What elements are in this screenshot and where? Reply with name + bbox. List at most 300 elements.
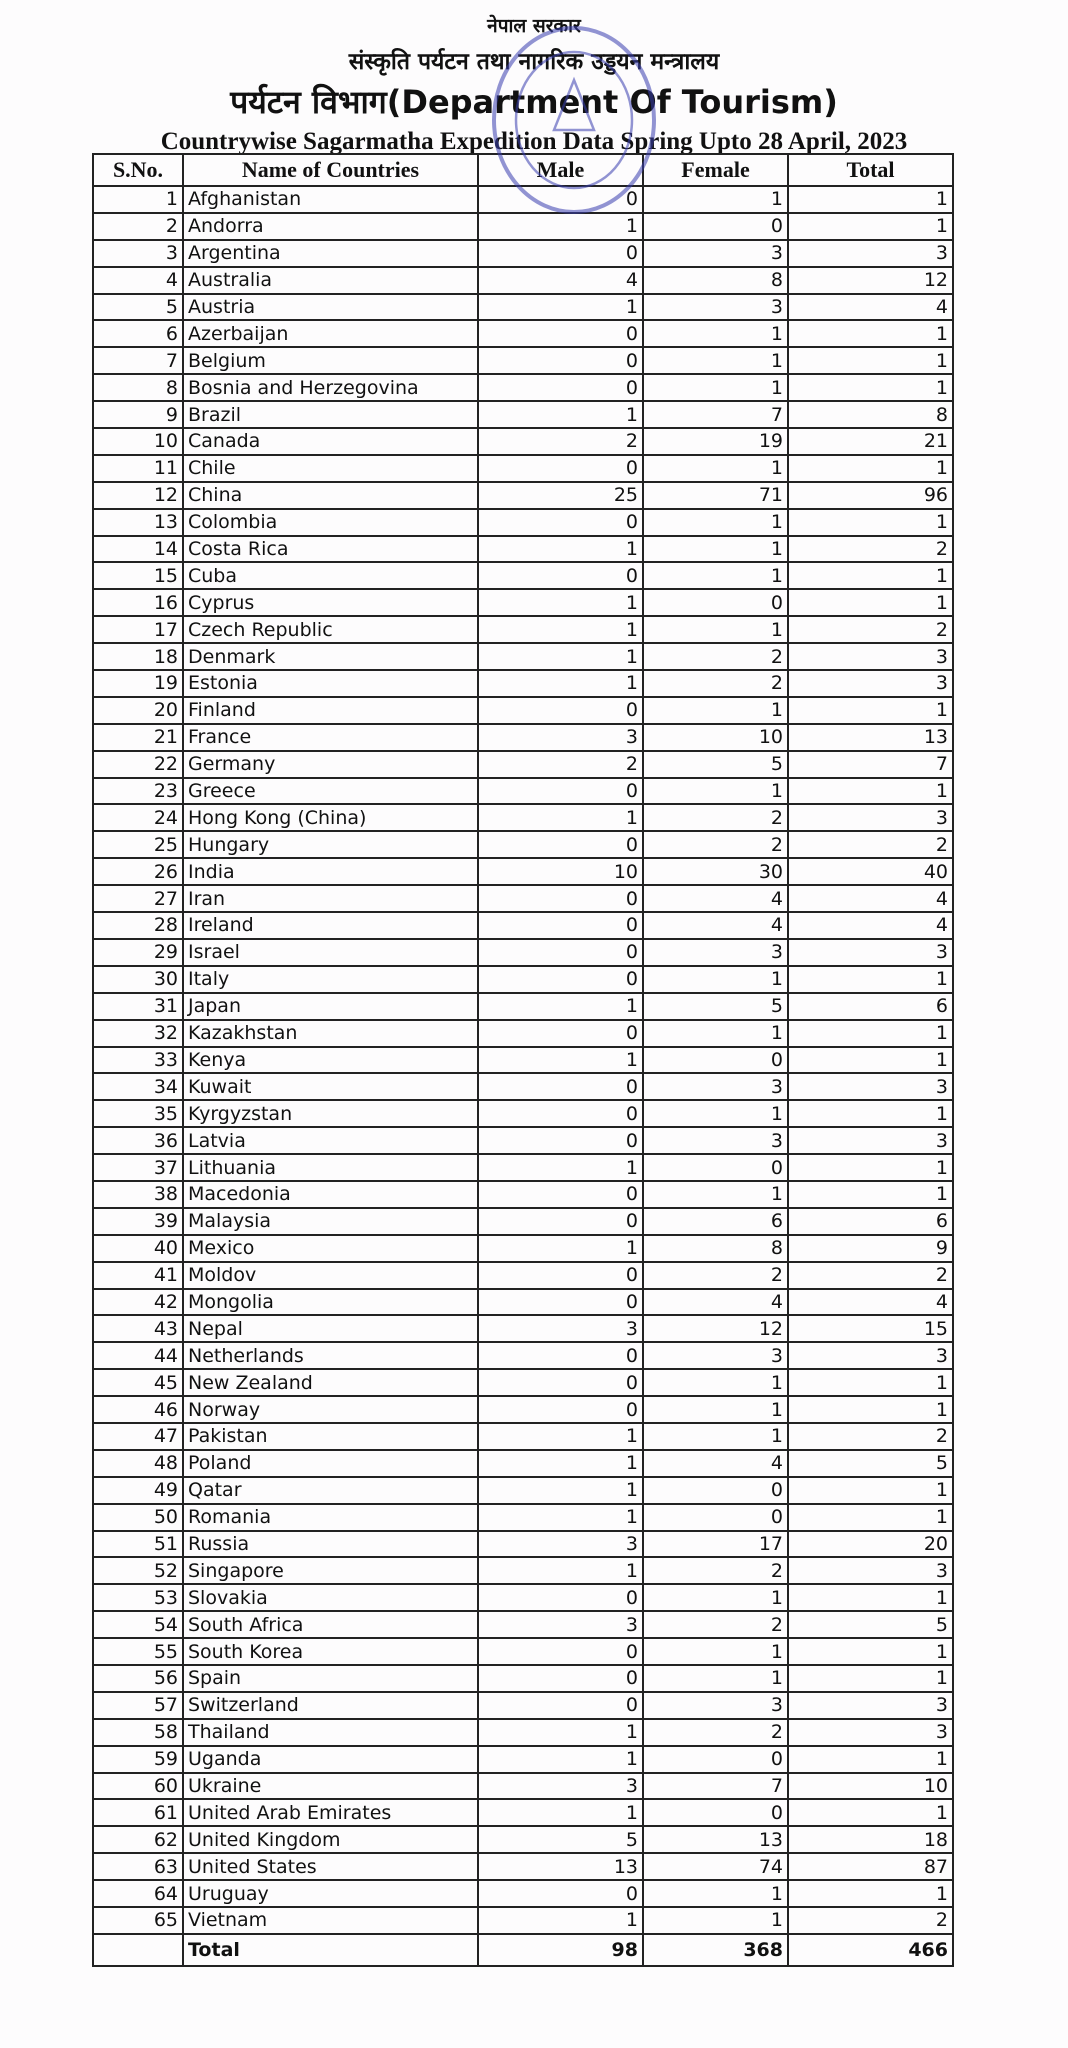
- row-female: 6: [643, 1208, 788, 1235]
- row-sno: 11: [93, 455, 183, 482]
- table-row: [93, 1746, 953, 1773]
- row-country: Pakistan: [183, 1423, 478, 1450]
- row-sno: 54: [93, 1611, 183, 1638]
- row-country: Iran: [183, 885, 478, 912]
- seal-inner-ring: [516, 52, 632, 188]
- row-country: Denmark: [183, 643, 478, 670]
- row-sno: 39: [93, 1208, 183, 1235]
- row-total: 1: [788, 1477, 953, 1504]
- row-sno: 20: [93, 697, 183, 724]
- row-female: 3: [643, 240, 788, 267]
- row-female: 5: [643, 993, 788, 1020]
- row-total: 1: [788, 1396, 953, 1423]
- row-sno: 3: [93, 240, 183, 267]
- table-row: [93, 778, 953, 805]
- row-sno: 57: [93, 1692, 183, 1719]
- row-male: 0: [478, 1289, 643, 1316]
- row-country: Poland: [183, 1450, 478, 1477]
- table-row: [93, 1773, 953, 1800]
- row-male: 0: [478, 1880, 643, 1907]
- row-male: 2: [478, 428, 643, 455]
- table-row: [93, 1504, 953, 1531]
- table-row: [93, 536, 953, 563]
- row-total: 1: [788, 966, 953, 993]
- row-female: 1: [643, 1638, 788, 1665]
- table-row: [93, 1477, 953, 1504]
- table-row: [93, 562, 953, 589]
- row-sno: 33: [93, 1047, 183, 1074]
- row-female: 0: [643, 1047, 788, 1074]
- row-total: 3: [788, 804, 953, 831]
- row-sno: 19: [93, 670, 183, 697]
- row-male: 0: [478, 1020, 643, 1047]
- table-row: [93, 885, 953, 912]
- row-country: Bosnia and Herzegovina: [183, 374, 478, 401]
- row-country: Romania: [183, 1504, 478, 1531]
- table-row: [93, 1235, 953, 1262]
- row-sno: 61: [93, 1799, 183, 1826]
- row-total: 5: [788, 1611, 953, 1638]
- row-country: Nepal: [183, 1315, 478, 1342]
- table-row: [93, 1531, 953, 1558]
- row-sno: 15: [93, 562, 183, 589]
- row-female: 1: [643, 778, 788, 805]
- row-female: 7: [643, 401, 788, 428]
- row-female: 1: [643, 1181, 788, 1208]
- row-male: 0: [478, 1665, 643, 1692]
- row-male: 0: [478, 778, 643, 805]
- row-country: Vietnam: [183, 1907, 478, 1934]
- row-total: 20: [788, 1531, 953, 1558]
- row-sno: 10: [93, 428, 183, 455]
- table-row: [93, 993, 953, 1020]
- row-country: Andorra: [183, 213, 478, 240]
- department-label: पर्यटन विभाग(Department Of Tourism): [230, 83, 838, 121]
- row-total: 13: [788, 724, 953, 751]
- row-sno: 7: [93, 347, 183, 374]
- row-male: 1: [478, 589, 643, 616]
- row-total: 3: [788, 1557, 953, 1584]
- row-female: 3: [643, 294, 788, 321]
- row-male: 1: [478, 1504, 643, 1531]
- row-female: 1: [643, 562, 788, 589]
- row-total: 3: [788, 670, 953, 697]
- row-female: 2: [643, 1611, 788, 1638]
- row-country: Germany: [183, 751, 478, 778]
- row-total: 3: [788, 939, 953, 966]
- row-country: Estonia: [183, 670, 478, 697]
- row-male: 0: [478, 1342, 643, 1369]
- table-row: [93, 1450, 953, 1477]
- row-total: 10: [788, 1773, 953, 1800]
- row-female: 1: [643, 509, 788, 536]
- row-sno: 32: [93, 1020, 183, 1047]
- row-male: 0: [478, 939, 643, 966]
- row-sno: 18: [93, 643, 183, 670]
- row-country: Mongolia: [183, 1289, 478, 1316]
- row-total: 8: [788, 401, 953, 428]
- row-male: 13: [478, 1853, 643, 1880]
- row-male: 1: [478, 1047, 643, 1074]
- row-sno: 35: [93, 1100, 183, 1127]
- row-sno: 28: [93, 912, 183, 939]
- row-sno: 17: [93, 616, 183, 643]
- row-total: 1: [788, 1665, 953, 1692]
- total-overall: 466: [788, 1934, 953, 1966]
- row-country: Macedonia: [183, 1181, 478, 1208]
- row-country: Kuwait: [183, 1073, 478, 1100]
- row-sno: 45: [93, 1369, 183, 1396]
- row-total: 1: [788, 1369, 953, 1396]
- row-sno: 2: [93, 213, 183, 240]
- row-country: Uruguay: [183, 1880, 478, 1907]
- row-female: 2: [643, 1719, 788, 1746]
- row-country: Japan: [183, 993, 478, 1020]
- row-country: Czech Republic: [183, 616, 478, 643]
- row-sno: 8: [93, 374, 183, 401]
- row-country: Greece: [183, 778, 478, 805]
- row-sno: 29: [93, 939, 183, 966]
- row-country: China: [183, 482, 478, 509]
- row-male: 0: [478, 1262, 643, 1289]
- row-female: 1: [643, 1880, 788, 1907]
- row-female: 4: [643, 885, 788, 912]
- row-country: Belgium: [183, 347, 478, 374]
- row-total: 4: [788, 885, 953, 912]
- row-female: 1: [643, 1665, 788, 1692]
- table-row: [93, 320, 953, 347]
- row-female: 19: [643, 428, 788, 455]
- row-male: 0: [478, 1100, 643, 1127]
- row-total: 3: [788, 1127, 953, 1154]
- expedition-data-table: [92, 153, 954, 1967]
- row-female: 3: [643, 1073, 788, 1100]
- row-country: Thailand: [183, 1719, 478, 1746]
- table-row: [93, 1100, 953, 1127]
- row-total: 2: [788, 536, 953, 563]
- table-row: [93, 1127, 953, 1154]
- row-male: 1: [478, 1423, 643, 1450]
- row-male: 1: [478, 1799, 643, 1826]
- row-male: 1: [478, 643, 643, 670]
- row-sno: 12: [93, 482, 183, 509]
- row-country: United Kingdom: [183, 1826, 478, 1853]
- row-country: Ukraine: [183, 1773, 478, 1800]
- row-sno: 31: [93, 993, 183, 1020]
- row-female: 1: [643, 966, 788, 993]
- total-row: [93, 1934, 953, 1966]
- row-sno: 5: [93, 294, 183, 321]
- row-male: 0: [478, 347, 643, 374]
- row-sno: 41: [93, 1262, 183, 1289]
- row-male: 1: [478, 1907, 643, 1934]
- row-female: 1: [643, 1907, 788, 1934]
- government-label: नेपाल सरकार: [487, 15, 581, 37]
- row-female: 1: [643, 347, 788, 374]
- row-sno: 24: [93, 804, 183, 831]
- row-female: 3: [643, 939, 788, 966]
- table-row: [93, 1423, 953, 1450]
- row-country: India: [183, 858, 478, 885]
- row-total: 1: [788, 1504, 953, 1531]
- row-total: 1: [788, 1100, 953, 1127]
- row-total: 96: [788, 482, 953, 509]
- row-sno: 36: [93, 1127, 183, 1154]
- row-sno: 60: [93, 1773, 183, 1800]
- row-total: 15: [788, 1315, 953, 1342]
- total-row-sno: [93, 1934, 183, 1966]
- row-total: 1: [788, 374, 953, 401]
- row-total: 1: [788, 1880, 953, 1907]
- row-sno: 42: [93, 1289, 183, 1316]
- table-row: [93, 1584, 953, 1611]
- table-row: [93, 1880, 953, 1907]
- row-country: Cuba: [183, 562, 478, 589]
- row-total: 1: [788, 1181, 953, 1208]
- row-country: Azerbaijan: [183, 320, 478, 347]
- row-male: 10: [478, 858, 643, 885]
- row-male: 0: [478, 1396, 643, 1423]
- table-row: [93, 939, 953, 966]
- row-sno: 14: [93, 536, 183, 563]
- row-male: 3: [478, 1773, 643, 1800]
- row-male: 0: [478, 885, 643, 912]
- row-female: 10: [643, 724, 788, 751]
- row-country: Hong Kong (China): [183, 804, 478, 831]
- row-total: 4: [788, 1289, 953, 1316]
- row-sno: 27: [93, 885, 183, 912]
- table-row: [93, 1020, 953, 1047]
- row-female: 3: [643, 1342, 788, 1369]
- table-row: [93, 401, 953, 428]
- row-male: 0: [478, 1638, 643, 1665]
- row-female: 0: [643, 1746, 788, 1773]
- table-row: [93, 697, 953, 724]
- row-country: Malaysia: [183, 1208, 478, 1235]
- row-country: United Arab Emirates: [183, 1799, 478, 1826]
- row-sno: 22: [93, 751, 183, 778]
- row-country: Ireland: [183, 912, 478, 939]
- row-male: 0: [478, 697, 643, 724]
- row-total: 1: [788, 186, 953, 213]
- row-male: 1: [478, 536, 643, 563]
- row-total: 6: [788, 1208, 953, 1235]
- row-male: 0: [478, 240, 643, 267]
- row-country: Slovakia: [183, 1584, 478, 1611]
- row-total: 2: [788, 616, 953, 643]
- row-total: 1: [788, 1799, 953, 1826]
- seal-emblem: [554, 80, 594, 130]
- row-country: Lithuania: [183, 1154, 478, 1181]
- row-male: 3: [478, 1611, 643, 1638]
- row-female: 0: [643, 589, 788, 616]
- table-row: [93, 589, 953, 616]
- row-male: 3: [478, 1315, 643, 1342]
- row-male: 0: [478, 455, 643, 482]
- column-header-sno: S.No.: [93, 154, 183, 186]
- row-female: 1: [643, 1020, 788, 1047]
- row-female: 7: [643, 1773, 788, 1800]
- row-sno: 16: [93, 589, 183, 616]
- row-total: 1: [788, 1638, 953, 1665]
- row-male: 0: [478, 966, 643, 993]
- row-sno: 43: [93, 1315, 183, 1342]
- table-row: [93, 455, 953, 482]
- row-sno: 46: [93, 1396, 183, 1423]
- row-sno: 59: [93, 1746, 183, 1773]
- table-row: [93, 1719, 953, 1746]
- table-row: [93, 1611, 953, 1638]
- row-male: 1: [478, 294, 643, 321]
- row-country: Kenya: [183, 1047, 478, 1074]
- row-sno: 48: [93, 1450, 183, 1477]
- row-female: 1: [643, 320, 788, 347]
- row-sno: 4: [93, 267, 183, 294]
- row-country: Kyrgyzstan: [183, 1100, 478, 1127]
- table-row: [93, 912, 953, 939]
- row-female: 71: [643, 482, 788, 509]
- row-country: Israel: [183, 939, 478, 966]
- row-total: 18: [788, 1826, 953, 1853]
- row-country: France: [183, 724, 478, 751]
- row-total: 1: [788, 509, 953, 536]
- row-female: 12: [643, 1315, 788, 1342]
- seal-outer-ring: [494, 28, 654, 212]
- row-male: 0: [478, 1369, 643, 1396]
- row-total: 3: [788, 643, 953, 670]
- row-male: 1: [478, 1746, 643, 1773]
- table-row: [93, 724, 953, 751]
- table-row: [93, 670, 953, 697]
- table-row: [93, 1853, 953, 1880]
- row-female: 5: [643, 751, 788, 778]
- row-total: 87: [788, 1853, 953, 1880]
- row-sno: 26: [93, 858, 183, 885]
- row-male: 0: [478, 912, 643, 939]
- row-total: 1: [788, 589, 953, 616]
- row-sno: 49: [93, 1477, 183, 1504]
- row-male: 0: [478, 374, 643, 401]
- row-female: 1: [643, 1369, 788, 1396]
- row-country: Moldov: [183, 1262, 478, 1289]
- row-country: Russia: [183, 1531, 478, 1558]
- row-total: 9: [788, 1235, 953, 1262]
- row-total: 2: [788, 1423, 953, 1450]
- table-row: [93, 482, 953, 509]
- column-header-male: Male: [478, 154, 643, 186]
- row-male: 25: [478, 482, 643, 509]
- row-female: 3: [643, 1692, 788, 1719]
- row-female: 1: [643, 1584, 788, 1611]
- table-row: [93, 1181, 953, 1208]
- table-row: [93, 858, 953, 885]
- row-female: 1: [643, 1396, 788, 1423]
- table-row: [93, 1289, 953, 1316]
- row-male: 0: [478, 1584, 643, 1611]
- row-country: Latvia: [183, 1127, 478, 1154]
- row-total: 1: [788, 1584, 953, 1611]
- row-male: 2: [478, 751, 643, 778]
- row-country: Italy: [183, 966, 478, 993]
- row-total: 1: [788, 347, 953, 374]
- row-sno: 21: [93, 724, 183, 751]
- table-row: [93, 1262, 953, 1289]
- table-row: [93, 1799, 953, 1826]
- row-sno: 65: [93, 1907, 183, 1934]
- row-male: 0: [478, 562, 643, 589]
- row-female: 13: [643, 1826, 788, 1853]
- row-sno: 51: [93, 1531, 183, 1558]
- table-row: [93, 751, 953, 778]
- row-male: 1: [478, 1235, 643, 1262]
- row-total: 1: [788, 697, 953, 724]
- row-female: 1: [643, 374, 788, 401]
- row-country: Brazil: [183, 401, 478, 428]
- row-sno: 37: [93, 1154, 183, 1181]
- row-male: 4: [478, 267, 643, 294]
- row-female: 0: [643, 213, 788, 240]
- row-male: 0: [478, 1208, 643, 1235]
- row-sno: 50: [93, 1504, 183, 1531]
- row-male: 1: [478, 1719, 643, 1746]
- row-male: 1: [478, 1154, 643, 1181]
- table-row: [93, 1907, 953, 1934]
- row-male: 1: [478, 1450, 643, 1477]
- table-body: [93, 186, 953, 1934]
- row-male: 0: [478, 1127, 643, 1154]
- total-row-label: Total: [183, 1934, 478, 1966]
- row-female: 4: [643, 1289, 788, 1316]
- table-row: [93, 616, 953, 643]
- row-total: 4: [788, 912, 953, 939]
- row-male: 0: [478, 1692, 643, 1719]
- table-row: [93, 347, 953, 374]
- row-country: South Africa: [183, 1611, 478, 1638]
- row-total: 3: [788, 1692, 953, 1719]
- table-row: [93, 1073, 953, 1100]
- row-country: Afghanistan: [183, 186, 478, 213]
- row-female: 4: [643, 912, 788, 939]
- row-total: 3: [788, 240, 953, 267]
- row-male: 0: [478, 1181, 643, 1208]
- row-total: 1: [788, 1154, 953, 1181]
- row-country: Netherlands: [183, 1342, 478, 1369]
- table-row: [93, 1826, 953, 1853]
- row-country: Cyprus: [183, 589, 478, 616]
- table-row: [93, 509, 953, 536]
- row-total: 1: [788, 1746, 953, 1773]
- row-total: 12: [788, 267, 953, 294]
- row-country: Uganda: [183, 1746, 478, 1773]
- row-male: 0: [478, 186, 643, 213]
- row-sno: 6: [93, 320, 183, 347]
- row-sno: 1: [93, 186, 183, 213]
- row-country: South Korea: [183, 1638, 478, 1665]
- row-male: 1: [478, 616, 643, 643]
- row-total: 4: [788, 294, 953, 321]
- row-country: Kazakhstan: [183, 1020, 478, 1047]
- row-country: New Zealand: [183, 1369, 478, 1396]
- table-row: [93, 267, 953, 294]
- row-total: 40: [788, 858, 953, 885]
- row-female: 8: [643, 267, 788, 294]
- table-row: [93, 428, 953, 455]
- row-total: 5: [788, 1450, 953, 1477]
- row-female: 1: [643, 186, 788, 213]
- row-sno: 34: [93, 1073, 183, 1100]
- row-country: Hungary: [183, 831, 478, 858]
- row-country: Norway: [183, 1396, 478, 1423]
